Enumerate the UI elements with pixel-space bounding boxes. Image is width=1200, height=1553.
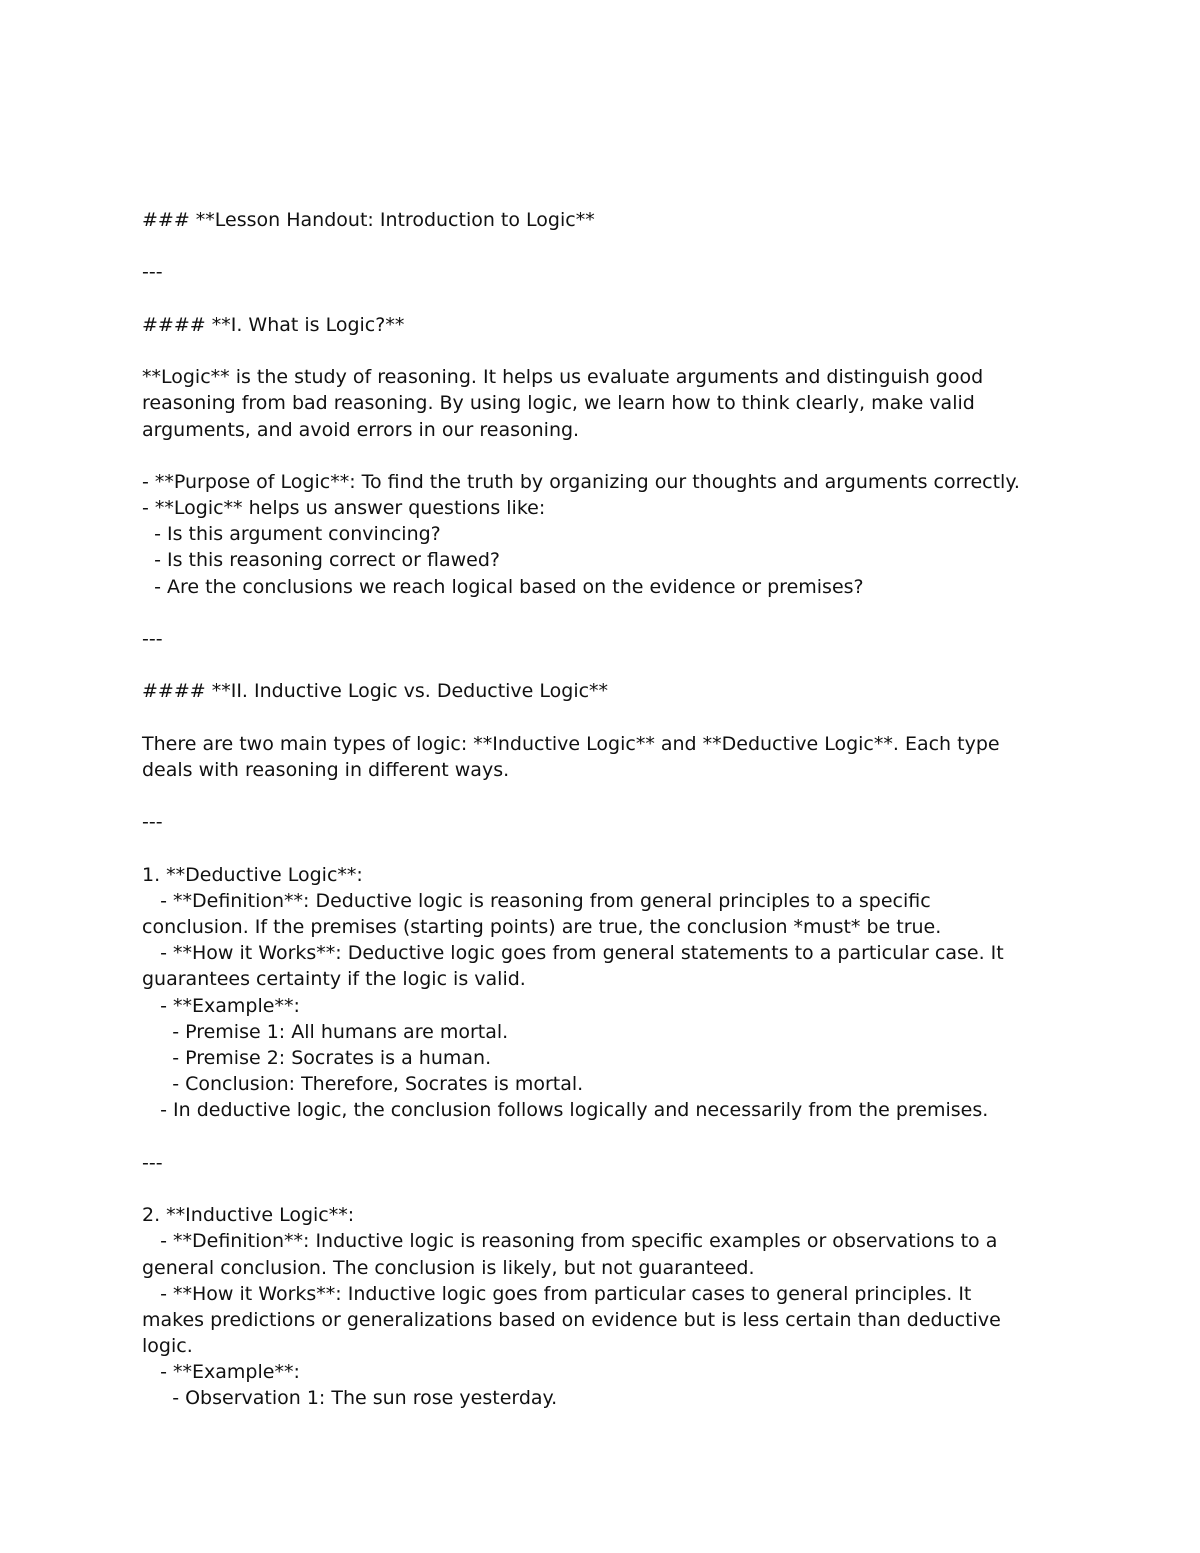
sub-bullet-line: - Are the conclusions we reach logical based on the evidence or premises?: [142, 575, 864, 598]
blank-line: [142, 338, 1062, 364]
paragraph-line: There are two main types of logic: **Inductive Logic** and **Deductive Logic**. Each type: [142, 732, 1000, 755]
blank-line: [142, 286, 1062, 312]
bullet-line: - **Purpose of Logic**: To find the truth by organizing our thoughts and arguments correctly.: [142, 470, 1020, 493]
divider: ---: [142, 261, 163, 284]
bullet-line: - **How it Works**: Deductive logic goes from general statements to a particular case. It: [142, 942, 1004, 965]
handout-title: ### **Lesson Handout: Introduction to Logic**: [142, 209, 595, 231]
list-item-deductive-logic: 1. **Deductive Logic**:: [142, 863, 363, 886]
section-heading-what-is-logic: #### **I. What is Logic?**: [142, 313, 405, 336]
bullet-line: - **Logic** helps us answer questions like:: [142, 497, 546, 520]
bullet-line: - In deductive logic, the conclusion follows logically and necessarily from the premises.: [142, 1099, 989, 1122]
divider: ---: [142, 1151, 163, 1174]
sub-bullet-line: - Premise 1: All humans are mortal.: [142, 1020, 509, 1043]
divider: ---: [142, 628, 163, 650]
blank-line: [142, 652, 1062, 678]
blank-line: [142, 705, 1062, 731]
bullet-continuation: makes predictions or generalizations based on evidence but is less certain than deductive: [142, 1308, 1001, 1331]
bullet-line: - **Definition**: Deductive logic is reasoning from general principles to a specific: [142, 889, 931, 912]
bullet-continuation: conclusion. If the premises (starting points) are true, the conclusion *must* be true.: [142, 916, 942, 939]
paragraph-line: **Logic** is the study of reasoning. It helps us evaluate arguments and distinguish good: [142, 366, 984, 389]
blank-line: [142, 836, 1062, 862]
bullet-line: - **Definition**: Inductive logic is reasoning from specific examples or observations to a: [142, 1230, 998, 1253]
bullet-line: - **How it Works**: Inductive logic goes from particular cases to general principles. It: [142, 1282, 972, 1305]
divider: ---: [142, 811, 163, 834]
paragraph-line: deals with reasoning in different ways.: [142, 758, 510, 781]
section-heading-inductive-vs-deductive: #### **II. Inductive Logic vs. Deductive Logic**: [142, 680, 609, 703]
list-item-inductive-logic: 2. **Inductive Logic**:: [142, 1204, 355, 1227]
bullet-continuation: logic.: [142, 1335, 193, 1358]
bullet-continuation: general conclusion. The conclusion is likely, but not guaranteed.: [142, 1256, 755, 1279]
sub-bullet-line: - Is this reasoning correct or flawed?: [142, 549, 500, 572]
bullet-line: - **Example**:: [142, 1361, 300, 1384]
sub-bullet-line: - Observation 1: The sun rose yesterday.: [142, 1387, 558, 1410]
document-text: [142, 207, 1062, 1412]
blank-line: [142, 600, 1062, 626]
sub-bullet-line: - Is this argument convincing?: [142, 523, 441, 546]
paragraph-line: reasoning from bad reasoning. By using logic, we learn how to think clearly, make valid: [142, 392, 975, 415]
blank-line: [142, 443, 1062, 469]
sub-bullet-line: - Conclusion: Therefore, Socrates is mortal.: [142, 1073, 584, 1096]
blank-line: [142, 1176, 1062, 1202]
blank-line: [142, 1124, 1062, 1150]
bullet-continuation: guarantees certainty if the logic is valid.: [142, 968, 526, 991]
blank-line: [142, 783, 1062, 809]
blank-line: [142, 233, 1062, 259]
sub-bullet-line: - Premise 2: Socrates is a human.: [142, 1047, 492, 1069]
paragraph-line: arguments, and avoid errors in our reasoning.: [142, 418, 580, 441]
bullet-line: - **Example**:: [142, 994, 300, 1017]
